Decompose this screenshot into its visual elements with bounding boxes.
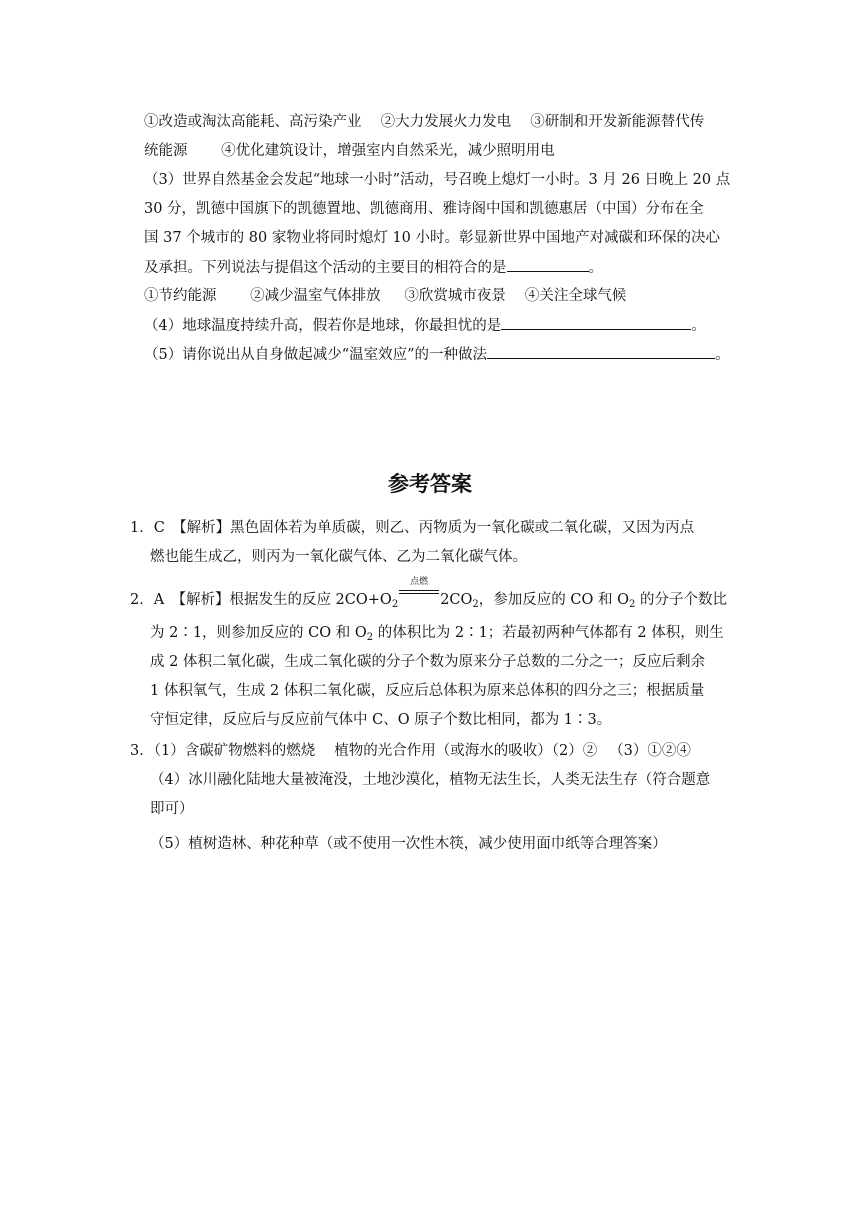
q3-options: ①节约能源 ②减少温室气体排放 ③欣赏城市夜景 ④关注全球气候	[144, 288, 627, 304]
q3-line-3: 国 37 个城市的 80 家物业将同时熄灯 10 小时。彰显新世界中国地产对减碳和环保的决心	[144, 230, 721, 246]
answer-2-text-e: 的体积比为 2∶1；若最初两种气体都有 2 体积，则生	[373, 625, 724, 641]
q4-question-text: （4）地球温度持续升高，假若你是地球，你最担忧的是	[144, 318, 502, 334]
answer-2-text-c: 的分子个数比	[635, 592, 727, 608]
q3-line-2: 30 分，凯德中国旗下的凯德置地、凯德商用、雅诗阁中国和凯德惠居（中国）分布在全	[144, 201, 704, 217]
reaction-product: 2CO	[440, 592, 473, 608]
q2-options-line-1: ①改造或淘汰高能耗、高污染产业 ②大力发展火力发电 ③研制和开发新能源替代传	[144, 114, 705, 130]
q5-answer-blank[interactable]	[487, 344, 715, 359]
q5-line	[144, 344, 730, 365]
reaction-arrow	[399, 577, 439, 604]
answer-2-line-2	[150, 623, 724, 643]
q5-question-text: （5）请你说出从自身做起减少“温室效应”的一种做法	[144, 347, 488, 363]
q3-line-1: （3）世界自然基金会发起“地球一小时”活动，号召晚上熄灯一小时。3 月 26 日晚上 20 点	[144, 172, 731, 188]
answer-2-text-a: 2．A 【解析】根据发生的反应 2CO+O	[130, 592, 392, 608]
answer-3-line-3: 即可）	[150, 801, 194, 817]
answer-2-line-1	[130, 577, 727, 610]
o2-subscript: 2	[391, 599, 399, 610]
co2-subscript: 2	[472, 599, 479, 610]
answers-title: 参考答案	[388, 472, 472, 496]
answer-1-line-1: 1．C 【解析】黑色固体若为单质碳，则乙、丙物质为一氧化碳或二氧化碳，又因为丙点	[130, 520, 695, 536]
o2-subscript-b: 2	[628, 599, 636, 610]
q4-answer-blank[interactable]	[501, 315, 691, 330]
o2-subscript-c: 2	[366, 632, 374, 643]
q3-period: 。	[588, 260, 603, 276]
answer-3-line-4: （5）植树造林、种花种草（或不使用一次性木筷，减少使用面巾纸等合理答案）	[150, 836, 667, 852]
answer-3-line-2: （4）冰川融化陆地大量被淹没，土地沙漠化，植物无法生长，人类无法生存（符合题意	[150, 772, 711, 788]
answer-2-text-b: ，参加反应的 CO 和 O	[478, 592, 629, 608]
q5-period: 。	[715, 347, 730, 363]
answer-2-line-5: 守恒定律，反应后与反应前气体中 C、O 原子个数比相同，都为 1∶3。	[150, 712, 612, 728]
answer-3-line-1: 3．（1）含碳矿物燃料的燃烧 植物的光合作用（或海水的吸收）（2）② （3）①②④	[130, 743, 691, 759]
answer-2-line-4: 1 体积氧气，生成 2 体积二氧化碳，反应后总体积为原来总体积的四分之三；根据质量	[150, 683, 705, 699]
answer-2-text-d: 为 2∶1，则参加反应的 CO 和 O	[150, 625, 367, 641]
q3-answer-blank[interactable]	[507, 257, 589, 272]
q4-line	[144, 315, 706, 336]
q3-line-4	[144, 257, 603, 278]
q4-period: 。	[691, 318, 706, 334]
q2-options-line-2: 统能源 ④优化建筑设计，增强室内自然采光，减少照明用电	[144, 143, 555, 159]
q3-question-text: 及承担。下列说法与提倡这个活动的主要目的相符合的是	[144, 260, 507, 276]
reaction-condition: 点燃	[410, 577, 429, 587]
answer-2-line-3: 成 2 体积二氧化碳，生成二氧化碳的分子个数为原来分子总数的二分之一；反应后剩余	[150, 654, 705, 670]
answer-1-line-2: 燃也能生成乙，则丙为一氧化碳气体、乙为二氧化碳气体。	[150, 549, 527, 565]
